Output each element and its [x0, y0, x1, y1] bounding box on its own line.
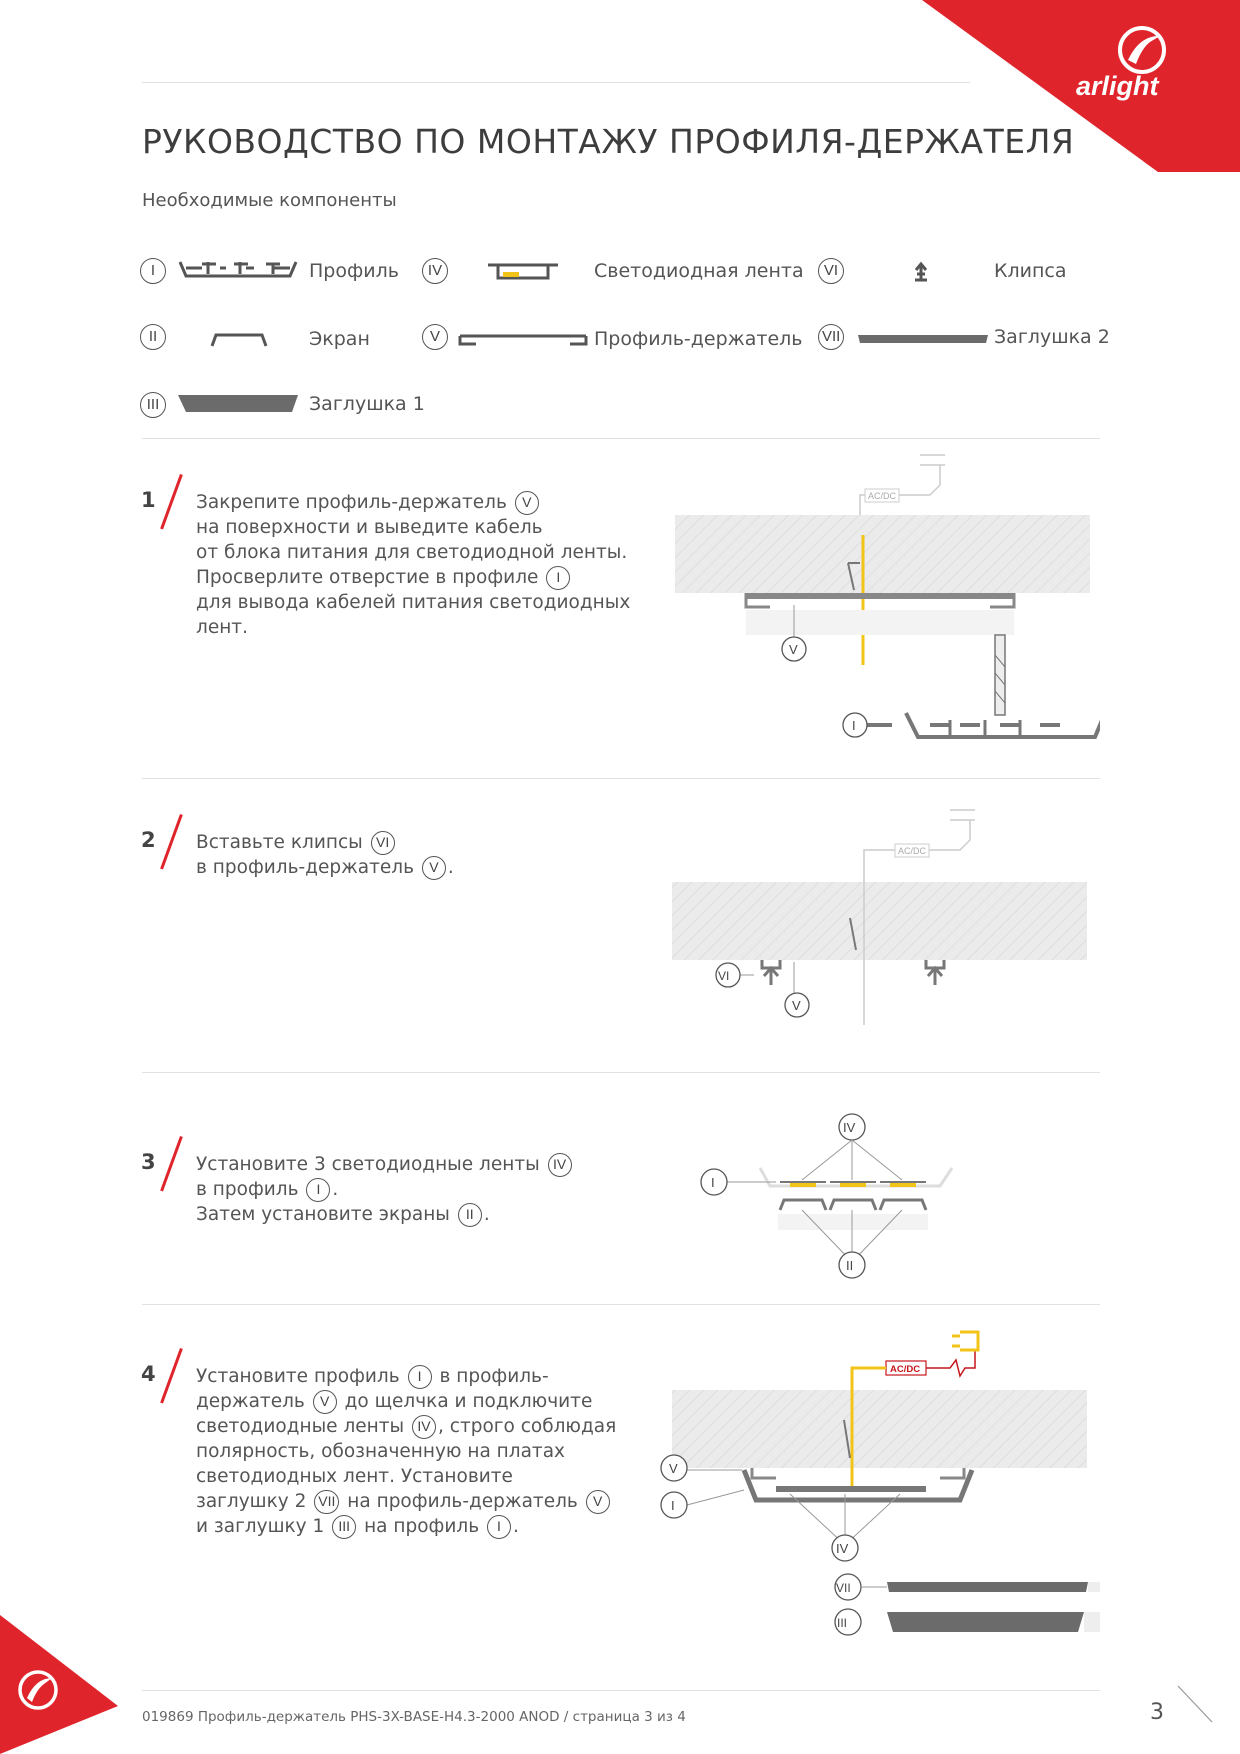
- step-2-line: в профиль-держатель: [196, 857, 414, 878]
- clip-right: [926, 960, 944, 985]
- step-4-line: светодиодных лент. Установите: [196, 1466, 513, 1487]
- svg-text:I: I: [711, 1175, 715, 1190]
- page-number: 3: [1150, 1700, 1164, 1725]
- page-title: РУКОВОДСТВО ПО МОНТАЖУ ПРОФИЛЯ-ДЕРЖАТЕЛЯ: [142, 122, 1075, 161]
- svg-text:VI: VI: [718, 969, 730, 983]
- divider-2: [142, 778, 1100, 779]
- component-label-led-strip: Светодиодная лента: [594, 260, 804, 282]
- clip-icon: [912, 260, 930, 284]
- profile-i-assembled: [744, 1470, 972, 1500]
- holder-profile-icon: [458, 330, 588, 348]
- svg-text:II: II: [846, 1258, 854, 1273]
- step-2-number: 2: [141, 828, 156, 852]
- svg-text:IV: IV: [836, 1541, 849, 1556]
- step-1-line: Просверлите отверстие в профиле: [196, 567, 539, 588]
- step-3-text: [196, 1152, 636, 1227]
- step-1-line: Закрепите профиль-держатель: [196, 492, 507, 513]
- bottom-left-triangle: [0, 1615, 118, 1754]
- step-4-line: до щелчка и подключите: [344, 1391, 593, 1412]
- step-4-ref-v2: V: [586, 1490, 610, 1514]
- step-2-text: [196, 830, 636, 880]
- holder-profile: [746, 593, 1014, 599]
- component-label-profile: Профиль: [309, 260, 399, 282]
- component-badge-ii: II: [140, 324, 166, 350]
- step-3-line: в профиль: [196, 1179, 299, 1200]
- end-cap-2-icon: [856, 332, 990, 346]
- step-2-ref-vi: VI: [371, 831, 395, 855]
- step-3-line: Затем установите экраны: [196, 1204, 450, 1225]
- step-4-text: [196, 1364, 636, 1539]
- step-1-ref-v: V: [515, 491, 539, 515]
- step-4-line: держатель: [196, 1391, 305, 1412]
- step-4-line: заглушку 2: [196, 1491, 307, 1512]
- plug-icon: [952, 1332, 978, 1350]
- step-3-ref-iv: IV: [548, 1153, 572, 1177]
- component-badge-i: I: [140, 258, 166, 284]
- led-strip-icon: [486, 262, 560, 282]
- step-4-line: светодиодные ленты: [196, 1416, 405, 1437]
- divider-3: [142, 1072, 1100, 1073]
- svg-text:V: V: [789, 642, 798, 657]
- clip-left: [762, 960, 780, 985]
- components-subtitle: Необходимые компоненты: [142, 190, 397, 211]
- step-4-line: и заглушку 1: [196, 1516, 325, 1537]
- svg-text:I: I: [852, 718, 856, 733]
- svg-text:VII: VII: [836, 1581, 851, 1595]
- step-4-line: .: [513, 1516, 519, 1537]
- step-1-text: [196, 490, 636, 640]
- component-badge-v: V: [422, 324, 448, 350]
- component-label-end-cap-1: Заглушка 1: [309, 393, 425, 415]
- step-1-line: на поверхности и выведите кабель: [196, 517, 543, 538]
- step-2-diagram: [660, 800, 1100, 1040]
- step-1-diagram: [660, 445, 1100, 755]
- led-strips: [780, 1182, 926, 1187]
- step-3-line: .: [483, 1204, 490, 1225]
- step-1-number: 1: [141, 488, 156, 512]
- step-1-ref-i: I: [546, 566, 570, 590]
- component-badge-iv: IV: [422, 258, 448, 284]
- step-4-acdc-label: AC/DC: [890, 1364, 921, 1375]
- step-1-line: от блока питания для светодиодной ленты.: [196, 542, 628, 563]
- step-3-diagram: [690, 1110, 970, 1285]
- component-badge-vi: VI: [818, 258, 844, 284]
- step-4-number: 4: [141, 1362, 156, 1386]
- logo-text: arlight: [1076, 71, 1159, 101]
- component-badge-vii: VII: [818, 324, 844, 350]
- component-label-screen: Экран: [309, 328, 370, 350]
- svg-text:III: III: [837, 1616, 848, 1630]
- step-2-ref-v: V: [422, 856, 446, 880]
- step-3-ref-i: I: [306, 1178, 330, 1202]
- holder-profile: [752, 1468, 964, 1478]
- footer-rule: [142, 1690, 1100, 1691]
- step-4-line: полярность, обозначенную на платах: [196, 1441, 565, 1462]
- divider-4: [142, 1304, 1100, 1305]
- step-3-line: .: [332, 1179, 339, 1200]
- step-4-ref-iv: IV: [412, 1415, 436, 1439]
- end-cap-2-shape: [887, 1582, 1088, 1592]
- step-4-line: Установите профиль: [196, 1366, 400, 1387]
- screen-icon: [210, 332, 268, 348]
- step-4-ref-iii: III: [332, 1515, 356, 1539]
- step-4-diagram: [660, 1320, 1100, 1650]
- svg-text:V: V: [792, 998, 801, 1013]
- component-label-end-cap-2: Заглушка 2: [994, 326, 1110, 348]
- end-cap-1-icon: [176, 392, 302, 416]
- page-corner-line: [1178, 1686, 1212, 1722]
- step-4-ref-vii: VII: [314, 1490, 339, 1514]
- step-4-line: в профиль-: [439, 1366, 549, 1387]
- svg-text:IV: IV: [843, 1120, 856, 1135]
- plug-icon: [899, 455, 945, 495]
- footer-text: 019869 Профиль-держатель PHS-3X-BASE-H4.3-2000 ANOD / страница 3 из 4: [142, 1709, 686, 1725]
- step-4-line: на профиль-держатель: [347, 1491, 578, 1512]
- step-4-ref-i: I: [408, 1365, 432, 1389]
- screens: [778, 1200, 928, 1230]
- step-2-line: Вставьте клипсы: [196, 832, 363, 853]
- top-rule: [142, 82, 970, 83]
- step-3-number: 3: [141, 1150, 156, 1174]
- step-1-line: для вывода кабелей питания светодиодных: [196, 592, 631, 613]
- step-4-line: на профиль: [364, 1516, 480, 1537]
- svg-text:I: I: [671, 1498, 675, 1513]
- step-4-ref-v: V: [313, 1390, 337, 1414]
- plug-icon: [929, 810, 975, 850]
- step-2-acdc-label: AC/DC: [898, 846, 927, 856]
- profile-icon: [178, 258, 300, 284]
- component-label-clip: Клипса: [994, 260, 1067, 282]
- step-2-line: .: [447, 857, 454, 878]
- step-1-line: лент.: [196, 617, 248, 638]
- step-4-ref-i2: I: [487, 1515, 511, 1539]
- profile-i-section: [860, 713, 1100, 737]
- step-3-ref-ii: II: [458, 1203, 482, 1227]
- end-cap-1-shape: [887, 1612, 1084, 1632]
- svg-text:V: V: [669, 1461, 678, 1476]
- step-1-acdc-label: AC/DC: [868, 491, 897, 501]
- divider-1: [142, 438, 1100, 439]
- step-4-line: , строго соблюдая: [438, 1416, 617, 1437]
- component-badge-iii: III: [140, 392, 166, 418]
- component-label-holder-profile: Профиль-держатель: [594, 328, 803, 350]
- step-3-line: Установите 3 светодиодные ленты: [196, 1154, 540, 1175]
